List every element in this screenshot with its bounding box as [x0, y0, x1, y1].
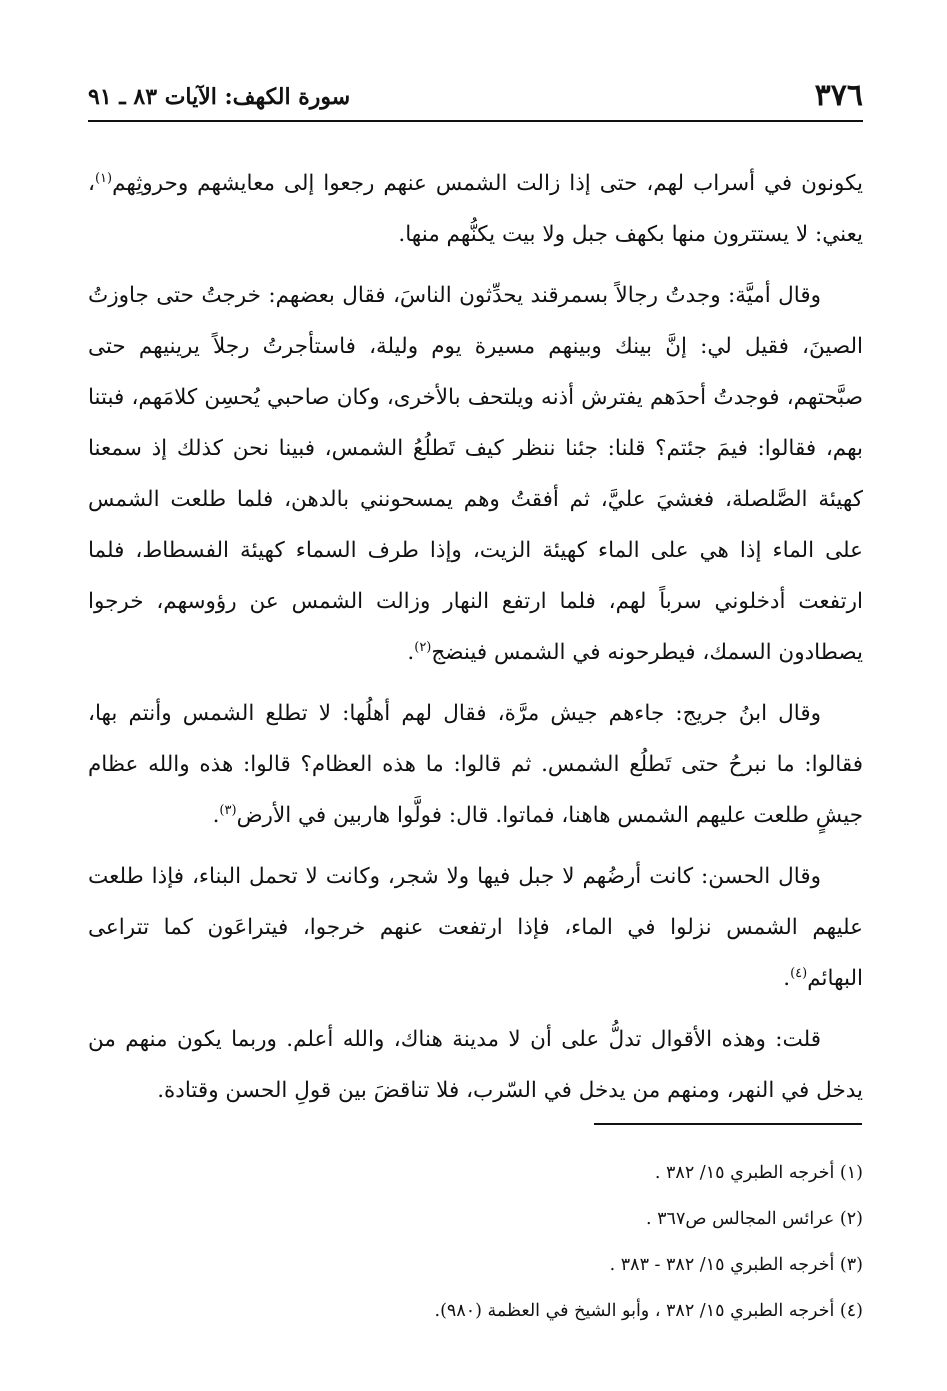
footnotes-list — [88, 1150, 863, 1334]
running-title: سورة الكهف: الآيات ٨٣ ـ ٩١ — [88, 84, 351, 110]
footnote: (٢) عرائس المجالس ص٣٦٧ . — [646, 1209, 863, 1229]
page-header — [88, 76, 863, 122]
footnote-marker: (٤) — [790, 965, 808, 981]
footnote: (١) أخرجه الطبري ١٥/ ٣٨٢ . — [654, 1163, 863, 1183]
footnote-separator — [594, 1123, 862, 1125]
footnote: (٣) أخرجه الطبري ١٥/ ٣٨٢ - ٣٨٣ . — [609, 1255, 863, 1275]
paragraph-text: . — [212, 803, 220, 828]
paragraph-text: قلت: وهذه الأقوال تدلُّ على أن لا مدينة هناك، والله أعلم. وربما يكون منهم من يدخل في النهر، ومنهم من يدخل في السّرب، فلا تناقضَ بين قولِ الحسن وقتادة. — [88, 1027, 863, 1103]
paragraph-text: ، يعني: لا يستترون منها بكهف جبل ولا بيت يكنُّهم منها. — [88, 171, 863, 247]
footnote-marker: (٢) — [414, 639, 432, 655]
paragraph-text: وقال ابنُ جريج: جاءهم جيش مرَّة، فقال لهم أهلُها: لا تطلع الشمس وأنتم بها، فقالوا: ما نبرحُ حتى تَطلُع الشمس. ثم قالوا: ما هذه العظام؟ قالوا: هذه والله عظام جيشٍ طلعت عليهم الشمس هاهنا، فماتوا. قال: فولَّوا هاربين في الأرض — [88, 701, 863, 828]
paragraph — [88, 851, 863, 1004]
main-text — [88, 158, 863, 1126]
paragraph — [88, 158, 863, 260]
footnote: (٤) أخرجه الطبري ١٥/ ٣٨٢ ، وأبو الشيخ في العظمة (٩٨٠). — [434, 1301, 863, 1321]
paragraph — [88, 270, 863, 678]
footnote-marker: (٣) — [219, 802, 237, 818]
paragraph-text: يكونون في أسراب لهم، حتى إذا زالت الشمس عنهم رجعوا إلى معايشهم وحروثِهم — [112, 171, 863, 196]
paragraph — [88, 1014, 863, 1116]
paragraph-text: وقال الحسن: كانت أرضُهم لا جبل فيها ولا شجر، وكانت لا تحمل البناء، فإذا طلعت عليهم الشمس نزلوا في الماء، فإذا ارتفعت عنهم خرجوا، فيتراعَون كما تتراعى البهائم — [88, 864, 863, 991]
page-number: ٣٧٦ — [814, 78, 863, 113]
paragraph-text: وقال أميَّة: وجدتُ رجالاً بسمرقند يحدِّثون الناسَ، فقال بعضهم: خرجتُ حتى جاوزتُ الصينَ، فقيل لي: إنَّ بينك وبينهم مسيرة يوم وليلة، فاستأجرتُ رجلاً يرينيهم حتى صبَّحتهم، فوجدتُ أحدَهم يفترش أذنه ويلتحف بالأخرى، وكان صاحبي يُحسِن كلامَهم، فبتنا بهم، فقالوا: فيمَ جئتم؟ قلنا: جئنا ننظر كيف تَطلُعُ الشمس، فبينا نحن كذلك إذ سمعنا كهيئة الصَّلصلة، فغشيَ عليَّ، ثم أفقتُ وهم يمسحونني بالدهن، فلما طلعت الشمس على الماء إذا هي على الماء كهيئة الزيت، وإذا طرف السماء كهيئة الفسطاط، فلما ارتفعت أدخلوني سرباً لهم، فلما ارتفع النهار وزالت الشمس عن رؤوسهم، خرجوا يصطادون السمك، فيطرحونه في الشمس فينضج — [88, 283, 863, 665]
footnote-marker: (١) — [94, 170, 113, 186]
paragraph-text: . — [783, 966, 791, 991]
paragraph-text: . — [407, 640, 415, 665]
paragraph — [88, 688, 863, 841]
